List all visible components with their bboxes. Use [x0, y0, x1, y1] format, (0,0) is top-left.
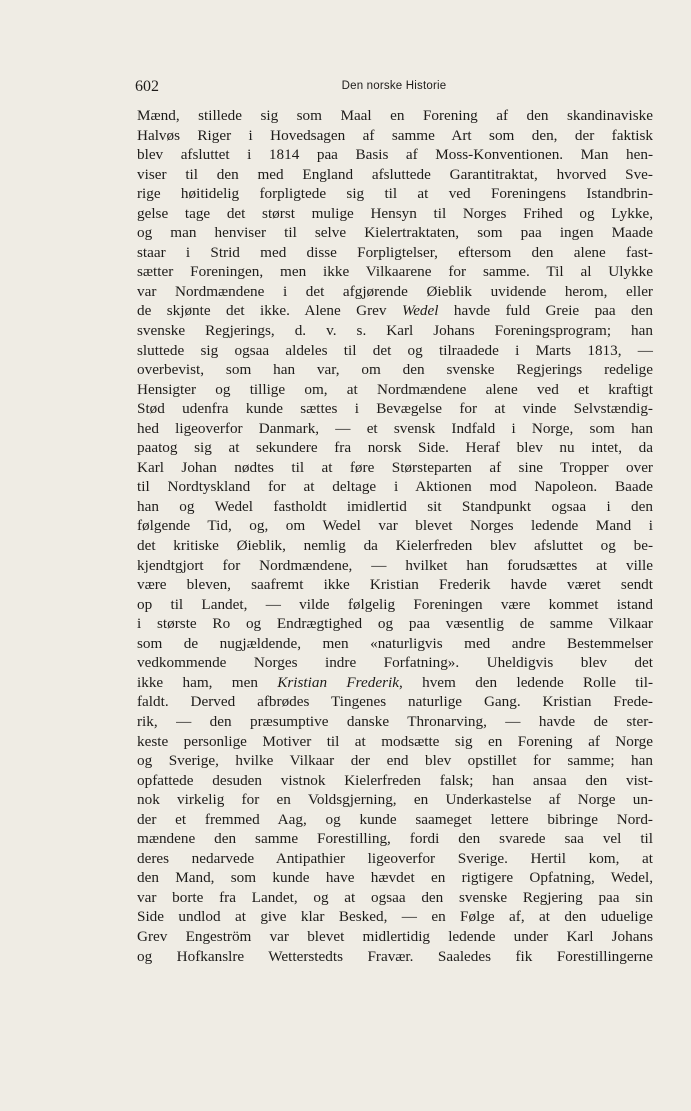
text-line: [137, 829, 653, 849]
text-line: [137, 751, 653, 771]
text-line: [137, 419, 653, 439]
text-line: [137, 243, 653, 263]
text-segment: sluttede sig ogsaa aldeles til det og tilraadede i Marts 1813, —: [137, 341, 653, 359]
text-segment: mændene den samme Forestilling, fordi den svarede saa vel til: [137, 830, 653, 848]
text-line: [137, 497, 653, 517]
text-segment: til Nordtyskland for at deltage i Aktionen mod Napoleon. Baade: [137, 478, 653, 496]
text-line: [137, 673, 653, 693]
text-segment: rik, — den præsumptive danske Thronarving, — havde de ster-: [137, 712, 653, 730]
text-line: [137, 771, 653, 791]
text-segment: vedkommende Norges indre Forfatning». Uheldigvis blev det: [137, 654, 653, 672]
text-line: [137, 321, 653, 341]
text-line: [137, 262, 653, 282]
text-segment: som de nugjældende, men «naturligvis med andre Bestemmelser: [137, 634, 653, 652]
text-segment: der et fremmed Aag, og kunde saameget lettere bibringe Nord-: [137, 810, 653, 828]
text-line: [137, 360, 653, 380]
text-line: [137, 126, 653, 146]
text-segment: var Nordmændene i det afgjørende Øieblik uvidende herom, eller: [137, 282, 653, 300]
text-segment: blev afsluttet i 1814 paa Basis af Moss-Konventionen. Man hen-: [137, 146, 653, 164]
text-line: [137, 399, 653, 419]
text-line: [137, 184, 653, 204]
text-segment: nok virkelig for en Voldsgjerning, en Underkastelse af Norge un-: [137, 791, 653, 809]
text-segment: opfattede desuden vistnok Kielerfreden falsk; han ansaa den vist-: [137, 771, 653, 789]
text-segment: Hensigter og tillige om, at Nordmændene alene ved et kraftigt: [137, 380, 653, 398]
text-line: [137, 653, 653, 673]
text-line: [137, 692, 653, 712]
running-title: Den norske Historie: [341, 80, 447, 92]
text-line: [137, 282, 653, 302]
text-segment: deres nedarvede Antipathier ligeoverfor Sverige. Hertil kom, at: [137, 849, 653, 867]
text-segment: paatog sig at sekundere fra norsk Side. Heraf blev nu intet, da: [137, 439, 653, 457]
text-segment: havde fuld Greie paa den: [438, 302, 653, 320]
text-line: [137, 888, 653, 908]
text-segment: følgende Tid, og, om Wedel var blevet Norges ledende Mand i: [137, 517, 653, 535]
text-segment: var borte fra Landet, og at ogsaa den svenske Regjering paa sin: [137, 888, 653, 906]
text-segment: gelse tage det størst mulige Hensyn til Norges Frihed og Lykke,: [137, 204, 653, 222]
text-segment: og man henviser til selve Kielertraktaten, som paa ingen Maade: [137, 224, 653, 242]
text-line: [137, 947, 653, 967]
text-segment: og Hofkanslre Wetterstedts Fravær. Saaledes fik Forestillingerne: [137, 947, 653, 965]
text-segment: kjendtgjort for Nordmændene, — hvilket han forudsættes at ville: [137, 556, 653, 574]
italic-name: Kristian Frederik: [277, 673, 399, 691]
text-line: [137, 614, 653, 634]
text-line: [137, 536, 653, 556]
text-line: [137, 106, 653, 126]
page-header: [135, 78, 653, 100]
text-line: [137, 438, 653, 458]
text-line: [137, 868, 653, 888]
text-segment: , hvem den ledende Rolle til-: [398, 673, 653, 691]
text-line: [137, 595, 653, 615]
body-text: [137, 106, 653, 966]
text-segment: svenske Regjerings, d. v. s. Karl Johans Foreningsprogram; han: [137, 322, 653, 340]
text-segment: ikke ham, men: [137, 673, 278, 691]
text-segment: i største Ro og Endrægtighed og paa væsentlig de samme Vilkaar: [137, 615, 653, 633]
text-segment: Mænd, stillede sig som Maal en Forening af den skandinaviske: [137, 107, 653, 124]
text-line: [137, 516, 653, 536]
text-line: [137, 575, 653, 595]
text-line: [137, 732, 653, 752]
text-line: [137, 790, 653, 810]
text-line: [137, 458, 653, 478]
text-segment: sætter Foreningen, men ikke Vilkaarene for samme. Til al Ulykke: [137, 263, 653, 281]
text-line: [137, 380, 653, 400]
text-line: [137, 341, 653, 361]
text-segment: rige høitidelig forpligtede sig til at ved Foreningens Istandbrin-: [137, 185, 653, 203]
text-segment: og Sverige, hvilke Vilkaar der end blev opstillet for samme; han: [137, 752, 653, 770]
text-line: [137, 145, 653, 165]
text-line: [137, 849, 653, 869]
text-segment: det kritiske Øieblik, nemlig da Kielerfreden blev afsluttet og be-: [137, 537, 653, 555]
text-line: [137, 907, 653, 927]
text-line: [137, 712, 653, 732]
text-segment: staar i Strid med disse Forpligtelser, eftersom den alene fast-: [137, 243, 653, 261]
text-line: [137, 165, 653, 185]
text-segment: keste personlige Motiver til at modsætte sig en Forening af Norge: [137, 732, 653, 750]
italic-name: Wedel: [401, 302, 439, 320]
text-segment: Stød udenfra kunde sættes i Bevægelse for at vinde Selvstændig-: [137, 400, 653, 418]
text-segment: viser til den med England afsluttede Garantitraktat, hvorved Sve-: [137, 165, 653, 183]
text-line: [137, 810, 653, 830]
text-segment: op til Landet, — vilde følgelig Foreningen være kommet istand: [137, 595, 653, 613]
text-segment: Side undlod at give klar Besked, — en Følge af, at den uduelige: [137, 908, 653, 926]
text-segment: den Mand, som kunde have hævdet en rigtigere Opfatning, Wedel,: [137, 869, 653, 887]
text-segment: de skjønte det ikke. Alene Grev: [137, 302, 402, 320]
text-segment: faldt. Derved afbrødes Tingenes naturlige Gang. Kristian Frede-: [137, 693, 653, 711]
text-line: [137, 556, 653, 576]
page-number: 602: [135, 78, 159, 95]
text-segment: Grev Engeström var blevet midlertidig ledende under Karl Johans: [137, 927, 653, 945]
text-line: [137, 927, 653, 947]
text-segment: være bleven, saafremt ikke Kristian Frederik havde været sendt: [137, 576, 653, 594]
text-segment: Karl Johan nødtes til at føre Størsteparten af sine Tropper over: [137, 458, 653, 476]
text-line: [137, 301, 653, 321]
text-segment: hed ligeoverfor Danmark, — et svensk Indfald i Norge, som han: [137, 419, 653, 437]
text-segment: overbevist, som han var, om den svenske Regjerings redelige: [137, 361, 653, 379]
text-line: [137, 204, 653, 224]
text-line: [137, 477, 653, 497]
text-line: [137, 634, 653, 654]
text-segment: Halvøs Riger i Hovedsagen af samme Art som den, der faktisk: [137, 126, 653, 144]
text-line: [137, 223, 653, 243]
text-segment: han og Wedel fastholdt imidlertid sit Standpunkt ogsaa i den: [137, 497, 653, 515]
